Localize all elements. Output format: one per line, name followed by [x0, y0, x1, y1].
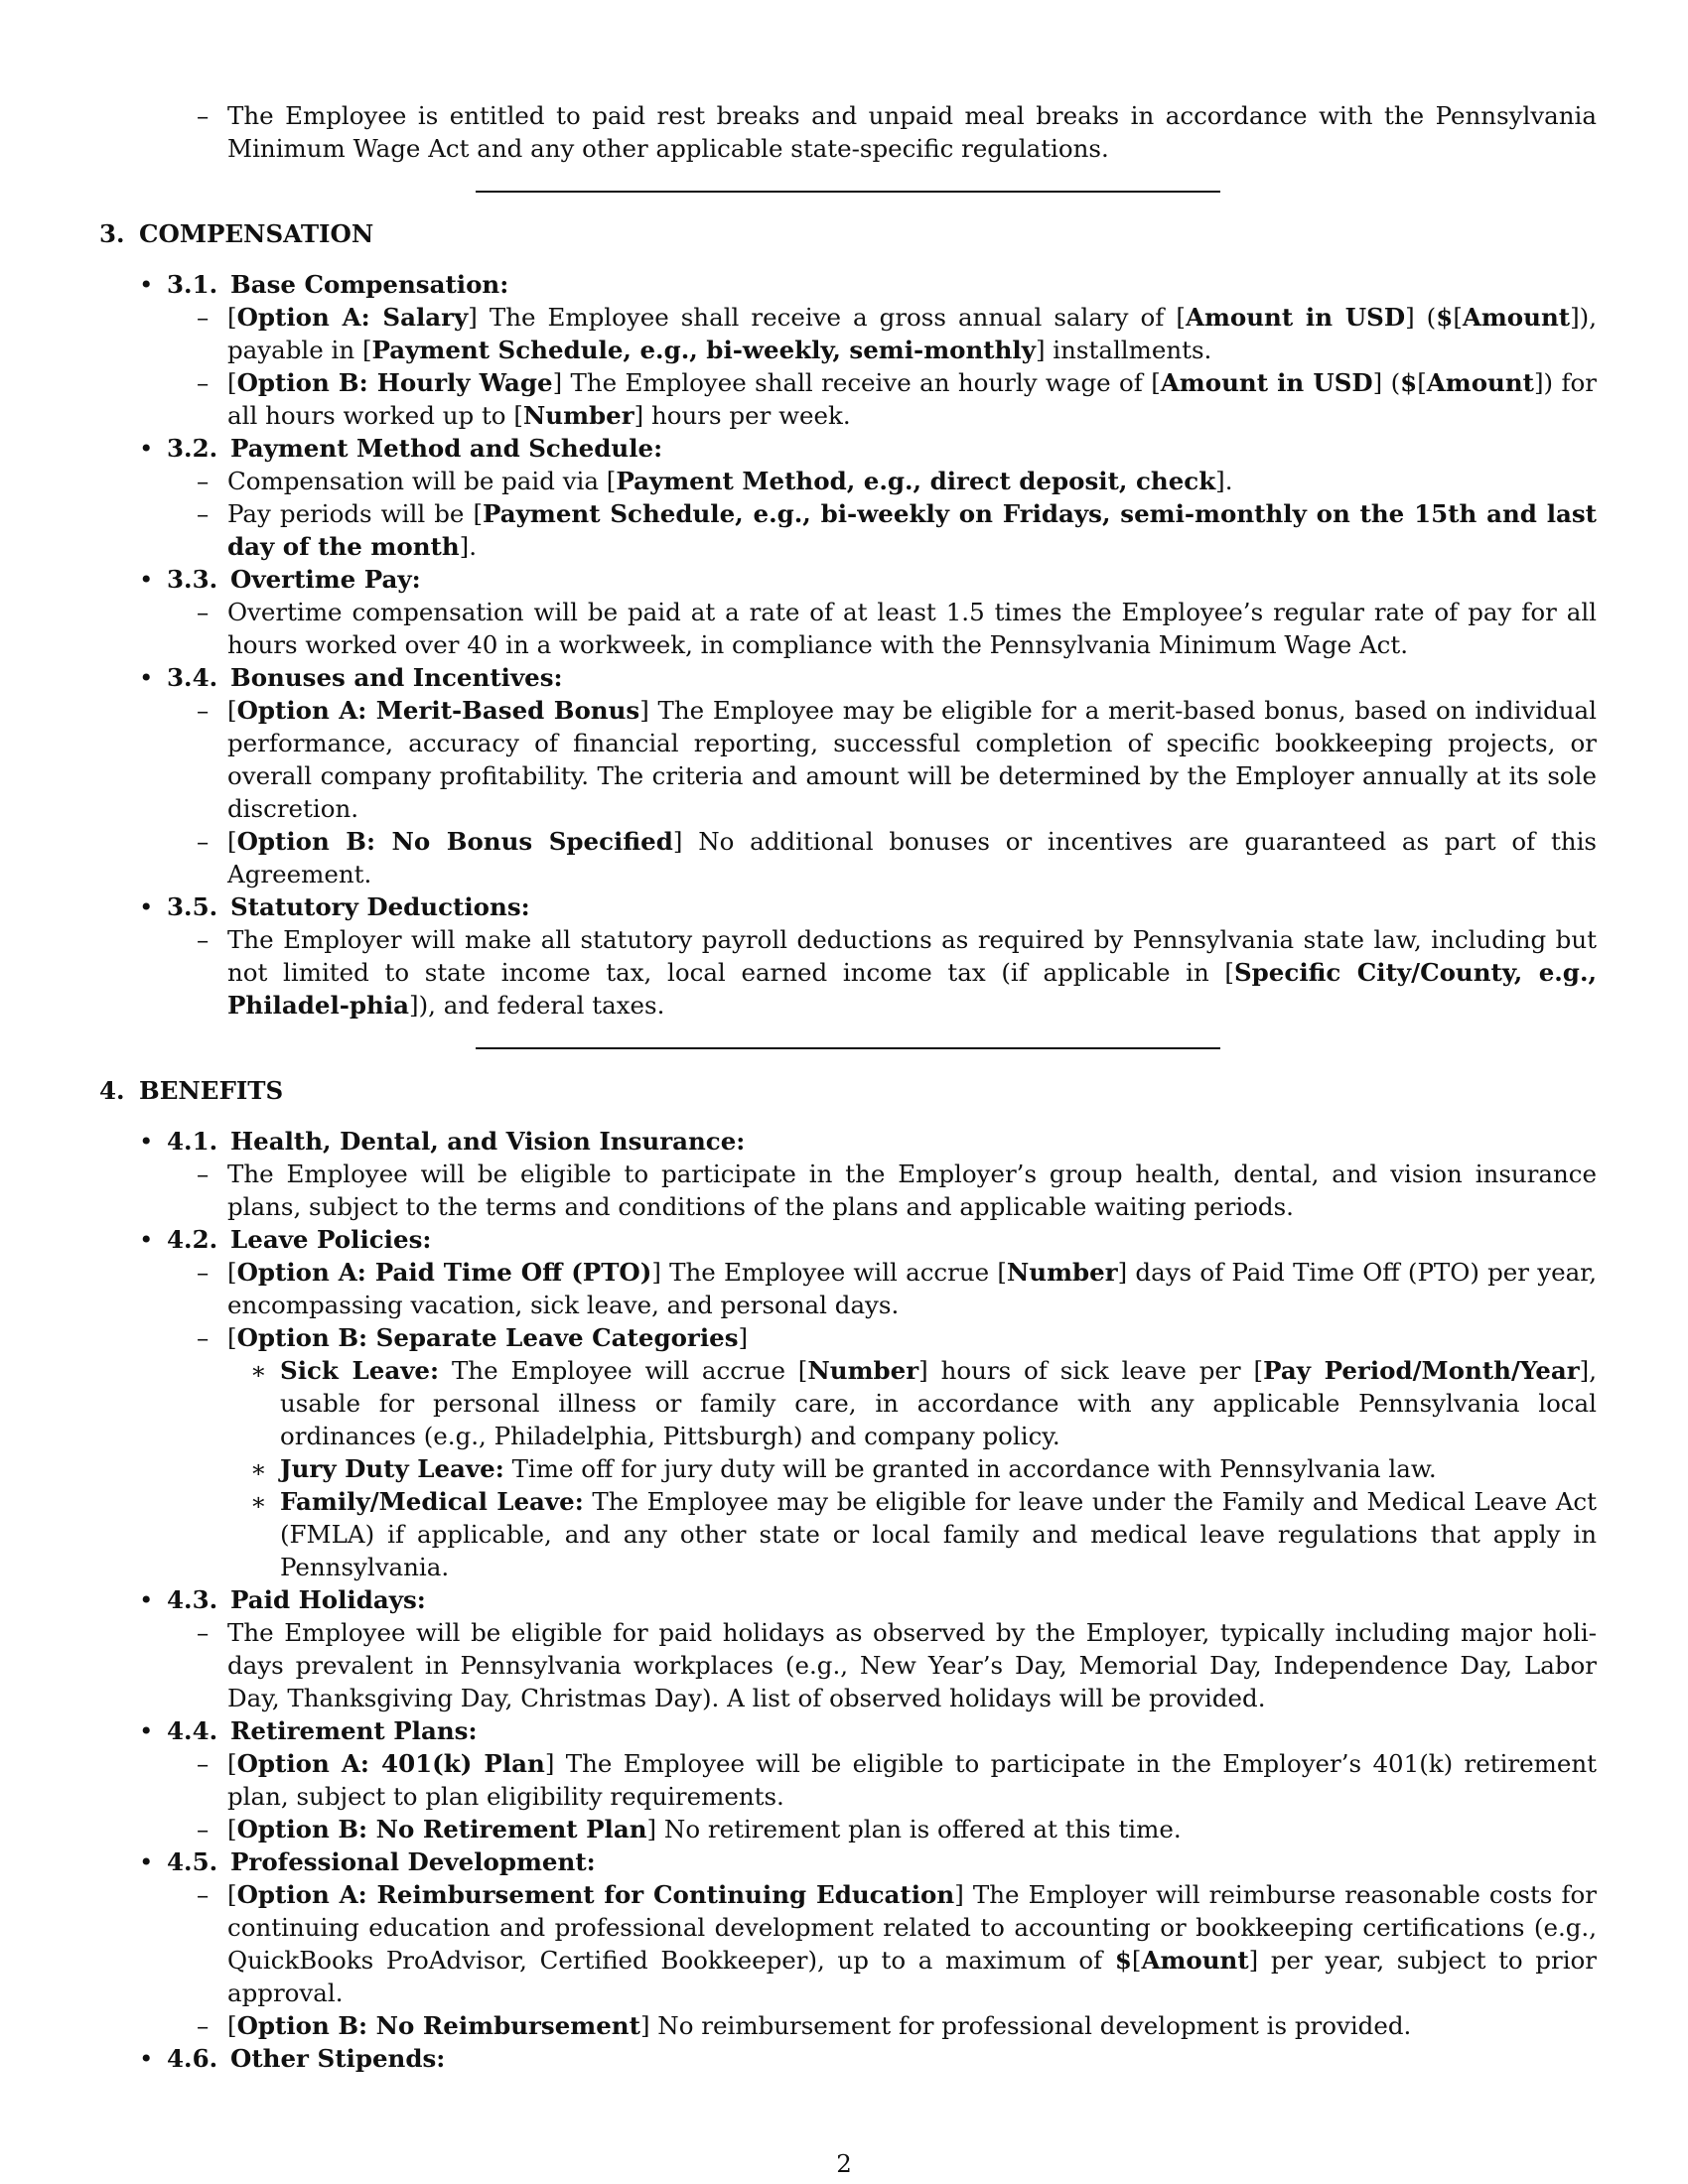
- bullet-marker: •: [139, 663, 154, 692]
- dash-marker: –: [197, 1323, 210, 1352]
- subsection-number: 4.1.: [167, 1127, 218, 1156]
- item-text: The Employee is entitled to paid rest breaks and unpaid meal breaks in accordance with the Pennsylvania Minimum Wage Act and any other applicable state-specific regulations.: [227, 101, 1597, 163]
- section-heading-compensation: [99, 217, 1597, 250]
- option-pto: [99, 1256, 1597, 1321]
- subsection-paid-holidays: [99, 1583, 1597, 1616]
- placeholder-field: Amount in USD: [1160, 368, 1373, 397]
- text: ] The Employer will reimburse reasonable costs for continuing education and professional development related to accounting or bookkeeping certifications (e.g., QuickBooks ProAdvisor, Certified Bookkeeper), up to a maximum of: [227, 1880, 1598, 1975]
- dash-marker: –: [197, 827, 210, 856]
- placeholder-field: Amount: [1141, 1946, 1249, 1975]
- dash-marker: –: [197, 303, 210, 332]
- subsection-title: Retirement Plans:: [230, 1716, 478, 1745]
- section-heading-benefits: [99, 1074, 1597, 1107]
- subsection-title: Bonuses and Incentives:: [230, 663, 563, 692]
- continued-item-rest-breaks: [99, 99, 1597, 165]
- family-medical-leave-item: [99, 1485, 1597, 1583]
- paid-holidays-item: [99, 1616, 1597, 1714]
- asterisk-marker: ∗: [250, 1356, 267, 1385]
- text: ] (: [1405, 303, 1437, 332]
- dash-marker: –: [197, 1258, 210, 1287]
- text: [: [227, 827, 237, 856]
- subsection-payment-method: [99, 432, 1597, 465]
- subsection-title: Leave Policies:: [230, 1225, 432, 1254]
- statutory-deductions-item: [99, 923, 1597, 1022]
- bullet-marker: •: [139, 1585, 154, 1614]
- text: ], usable for personal illness or family care, in accordance with any applicable Pennsylvania local ordinances (e.g., Philadelphia, Pittsburgh) and company policy.: [280, 1356, 1597, 1450]
- asterisk-marker: ∗: [250, 1454, 267, 1483]
- text: ] No retirement plan is offered at this time.: [646, 1815, 1182, 1843]
- bullet-marker: •: [139, 892, 154, 921]
- subsection-title: Health, Dental, and Vision Insurance:: [230, 1127, 746, 1156]
- text: ] The Employee may be eligible for a merit-based bonus, based on individual performance, accuracy of financial reporting, successful completion of specific bookkeeping projects, or overall company profitability. The criteria and amount will be determined by the Employer annually at its sole discretion.: [227, 696, 1597, 823]
- section-title: COMPENSATION: [139, 219, 374, 248]
- text: [: [227, 1815, 237, 1843]
- dash-marker: –: [197, 1880, 210, 1909]
- placeholder-field: Specific City/County, e.g., Philadel-phia: [227, 958, 1597, 1020]
- placeholder-field: Amount: [1462, 303, 1571, 332]
- option-merit-bonus: [99, 694, 1597, 825]
- text: [: [1417, 368, 1427, 397]
- subsection-number: 3.4.: [167, 663, 218, 692]
- option-label: Option B: No Reimbursement: [236, 2011, 640, 2040]
- subsection-number: 3.2.: [167, 434, 218, 463]
- text: Compensation will be paid via [: [227, 467, 617, 495]
- text: ]) for all hours worked up to [: [227, 368, 1597, 430]
- subsection-title: Other Stipends:: [230, 2044, 446, 2073]
- text: ] No additional bonuses or incentives are guaranteed as part of this Agreement.: [227, 827, 1597, 888]
- subsection-statutory-deductions: [99, 890, 1597, 923]
- text: ] installments.: [1035, 336, 1212, 364]
- placeholder-field: Payment Schedule, e.g., bi-weekly, semi-monthly: [371, 336, 1036, 364]
- text: [: [227, 1749, 237, 1778]
- text: The Employee may be eligible for leave under the Family and Medical Leave Act (FMLA) if applicable, and any other state or local family and medical leave regulations that apply in Pennsylvania.: [280, 1487, 1597, 1581]
- text: ] hours per week.: [633, 401, 851, 430]
- subsection-number: 4.4.: [167, 1716, 218, 1745]
- option-label: Option A: 401(k) Plan: [236, 1749, 545, 1778]
- text: ] hours of sick leave per [: [918, 1356, 1264, 1385]
- text: [: [227, 303, 237, 332]
- option-no-retirement: [99, 1813, 1597, 1845]
- text: ] No reimbursement for professional development is provided.: [639, 2011, 1412, 2040]
- dash-marker: –: [197, 925, 210, 954]
- placeholder-field: Amount: [1426, 368, 1534, 397]
- text: [: [227, 1880, 237, 1909]
- dash-marker: –: [197, 467, 210, 495]
- text: [: [1453, 303, 1463, 332]
- text: Pay periods will be [: [227, 499, 484, 528]
- subsection-title: Paid Holidays:: [230, 1585, 426, 1614]
- option-label: Option B: Hourly Wage: [236, 368, 553, 397]
- text: The Employee will be eligible to participate in the Employer’s group health, dental, and vision insurance plans, subject to the terms and conditions of the plans and applicable waiting periods.: [227, 1160, 1597, 1221]
- text: [: [227, 2011, 237, 2040]
- placeholder-field: Number: [1006, 1258, 1118, 1287]
- dash-marker: –: [197, 101, 210, 130]
- option-401k: [99, 1747, 1597, 1813]
- subsection-number: 3.5.: [167, 892, 218, 921]
- item-label: Family/Medical Leave:: [280, 1487, 584, 1516]
- dash-marker: –: [197, 1160, 210, 1188]
- bullet-marker: •: [139, 2044, 154, 2073]
- placeholder-field: Number: [522, 401, 634, 430]
- text: ].: [459, 532, 477, 561]
- option-no-bonus: [99, 825, 1597, 890]
- pay-periods-item: [99, 497, 1597, 563]
- payment-method-item: [99, 465, 1597, 497]
- text: ] The Employee shall receive an hourly wage of [: [552, 368, 1161, 397]
- bullet-marker: •: [139, 565, 154, 594]
- subsection-number: 4.3.: [167, 1585, 218, 1614]
- text: [: [227, 696, 237, 725]
- subsection-number: 4.2.: [167, 1225, 218, 1254]
- dash-marker: –: [197, 2011, 210, 2040]
- section-title: BENEFITS: [139, 1076, 284, 1105]
- text: ]: [738, 1323, 749, 1352]
- subsection-other-stipends: [99, 2042, 1597, 2075]
- insurance-item: [99, 1158, 1597, 1223]
- subsection-title: Professional Development:: [230, 1847, 596, 1876]
- subsection-base-compensation: [99, 268, 1597, 301]
- subsection-number: 4.5.: [167, 1847, 218, 1876]
- option-label: Option B: No Bonus Specified: [236, 827, 673, 856]
- text: Overtime compensation will be paid at a rate of at least 1.5 times the Employee’s regular rate of pay for all hours worked over 40 in a workweek, in compliance with the Pennsylvania Minimum Wage Act.: [227, 598, 1597, 659]
- text: [: [227, 1323, 237, 1352]
- subsection-bonuses: [99, 661, 1597, 694]
- text: ] days of Paid Time Off (PTO) per year, encompassing vacation, sick leave, and personal days.: [227, 1258, 1597, 1319]
- page-body: [99, 99, 1597, 2075]
- option-label: Option A: Reimbursement for Continuing Education: [236, 1880, 955, 1909]
- subsection-title: Statutory Deductions:: [230, 892, 530, 921]
- placeholder-field: Number: [807, 1356, 919, 1385]
- asterisk-marker: ∗: [250, 1487, 267, 1516]
- item-label: Sick Leave:: [280, 1356, 440, 1385]
- text: ] The Employee shall receive a gross annual salary of [: [468, 303, 1186, 332]
- dash-marker: –: [197, 696, 210, 725]
- bullet-marker: •: [139, 434, 154, 463]
- sick-leave-item: [99, 1354, 1597, 1452]
- option-label: Option B: Separate Leave Categories: [236, 1323, 739, 1352]
- text: ] per year, subject to prior approval.: [227, 1946, 1597, 2007]
- section-number: 3.: [99, 219, 125, 248]
- subsection-retirement-plans: [99, 1714, 1597, 1747]
- subsection-overtime-pay: [99, 563, 1597, 596]
- overtime-item: [99, 596, 1597, 661]
- text: ] (: [1372, 368, 1401, 397]
- item-label: Jury Duty Leave:: [280, 1454, 504, 1483]
- subsection-number: 3.1.: [167, 270, 218, 299]
- subsection-number: 4.6.: [167, 2044, 218, 2073]
- text: ] The Employee will accrue [: [651, 1258, 1007, 1287]
- text: [: [1131, 1946, 1142, 1975]
- bullet-marker: •: [139, 1127, 154, 1156]
- subsection-title: Overtime Pay:: [230, 565, 421, 594]
- bullet-marker: •: [139, 270, 154, 299]
- bullet-marker: •: [139, 1847, 154, 1876]
- text: The Employer will make all statutory payroll deductions as required by Pennsylvania state law, including but not limited to state income tax, local earned income tax (if applicable in [: [227, 925, 1597, 987]
- text: Time off for jury duty will be granted in accordance with Pennsylvania law.: [503, 1454, 1437, 1483]
- option-reimbursement: [99, 1878, 1597, 2009]
- text: ]), and federal taxes.: [409, 991, 665, 1020]
- option-salary: [99, 301, 1597, 366]
- currency-symbol: $: [1436, 303, 1454, 332]
- option-label: Option A: Merit-Based Bonus: [236, 696, 640, 725]
- subsection-title: Base Compensation:: [230, 270, 509, 299]
- subsection-title: Payment Method and Schedule:: [230, 434, 663, 463]
- text: [: [227, 368, 237, 397]
- dash-marker: –: [197, 1815, 210, 1843]
- placeholder-field: Payment Schedule, e.g., bi-weekly on Fridays, semi-monthly on the 15th and last day of the month: [227, 499, 1597, 561]
- text: [: [227, 1258, 237, 1287]
- option-label: Option A: Paid Time Off (PTO): [236, 1258, 652, 1287]
- option-label: Option B: No Retirement Plan: [236, 1815, 647, 1843]
- bullet-marker: •: [139, 1716, 154, 1745]
- dash-marker: –: [197, 368, 210, 397]
- currency-symbol: $: [1114, 1946, 1132, 1975]
- currency-symbol: $: [1400, 368, 1418, 397]
- dash-marker: –: [197, 598, 210, 626]
- text: The Employee will accrue [: [439, 1356, 808, 1385]
- dash-marker: –: [197, 1749, 210, 1778]
- option-no-reimbursement: [99, 2009, 1597, 2042]
- subsection-professional-development: [99, 1845, 1597, 1878]
- option-separate-leave: [99, 1321, 1597, 1354]
- text: The Employee will be eligible for paid holidays as observed by the Employer, typically including major holi-days prevalent in Pennsylvania workplaces (e.g., New Year’s Day, Memorial Day, Independence Day, Labor Day, Thanksgiving Day, Christmas Day). A list of observed holidays will be provided.: [227, 1618, 1597, 1712]
- dash-marker: –: [197, 1618, 210, 1647]
- jury-duty-item: [99, 1452, 1597, 1485]
- placeholder-field: Amount in USD: [1185, 303, 1406, 332]
- text: ].: [1215, 467, 1233, 495]
- placeholder-field: Payment Method, e.g., direct deposit, check: [616, 467, 1216, 495]
- page-number: 2: [836, 2149, 852, 2178]
- section-number: 4.: [99, 1076, 125, 1105]
- option-hourly-wage: [99, 366, 1597, 432]
- placeholder-field: Pay Period/Month/Year: [1263, 1356, 1580, 1385]
- subsection-insurance: [99, 1125, 1597, 1158]
- subsection-leave-policies: [99, 1223, 1597, 1256]
- option-label: Option A: Salary: [236, 303, 469, 332]
- bullet-marker: •: [139, 1225, 154, 1254]
- text: ] The Employee will be eligible to participate in the Employer’s 401(k) retirement plan, subject to plan eligibility requirements.: [227, 1749, 1597, 1811]
- subsection-number: 3.3.: [167, 565, 218, 594]
- dash-marker: –: [197, 499, 210, 528]
- text: ]), payable in [: [227, 303, 1597, 364]
